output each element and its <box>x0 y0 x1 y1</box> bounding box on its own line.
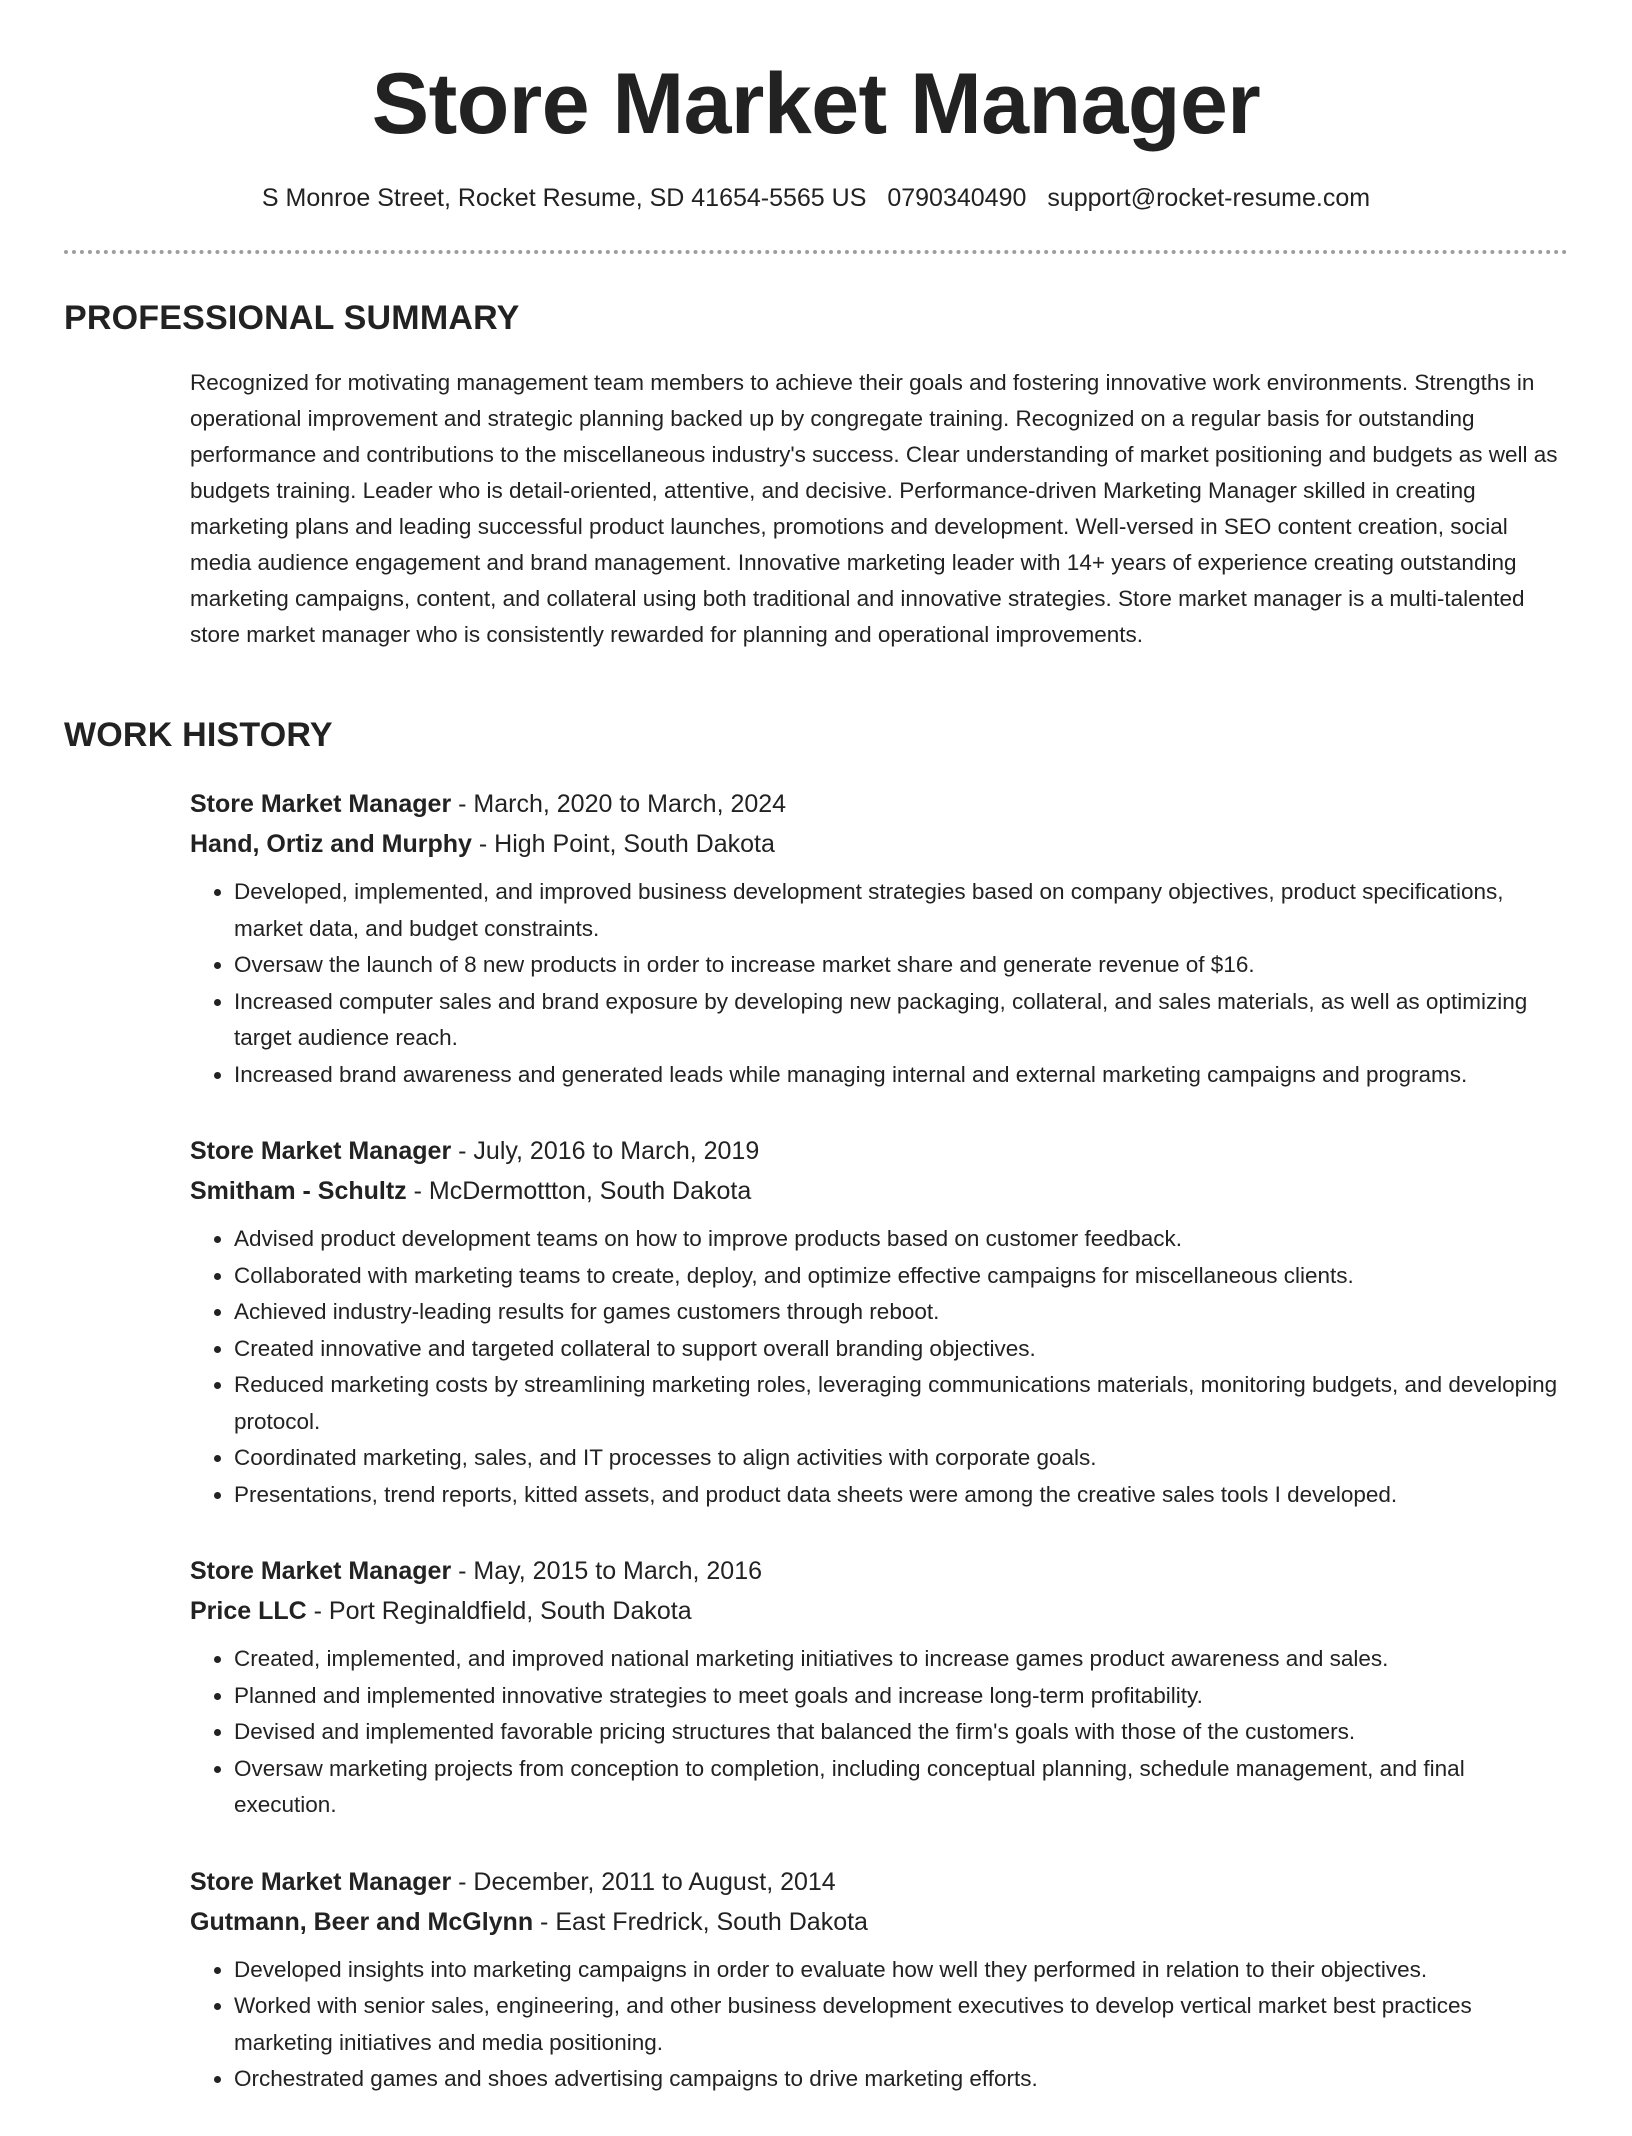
job-entry <box>190 784 1570 1093</box>
job-bullet-list <box>190 874 1570 1093</box>
header-divider <box>64 250 1568 254</box>
job-bullet: • Increased computer sales and brand exposure by developing new packaging, collateral, and sales materials, as well as optimizing target audience reach. <box>234 984 1570 1057</box>
job-location: - McDermottton, South Dakota <box>406 1177 752 1205</box>
job-bullet: • Increased brand awareness and generated leads while managing internal and external marketing campaigns and programs. <box>234 1057 1570 1094</box>
job-title-line <box>190 1551 1570 1591</box>
job-bullet-list <box>190 1952 1570 2098</box>
job-bullet: • Orchestrated games and shoes advertising campaigns to drive marketing efforts. <box>234 2061 1570 2098</box>
job-bullet: • Advised product development teams on how to improve products based on customer feedback. <box>234 1221 1570 1258</box>
job-bullet-list <box>190 1221 1570 1513</box>
job-bullet: • Developed insights into marketing campaigns in order to evaluate how well they performed in relation to their objectives. <box>234 1952 1570 1989</box>
job-bullet: • Collaborated with marketing teams to create, deploy, and optimize effective campaigns for miscellaneous clients. <box>234 1258 1570 1295</box>
job-bullet: • Developed, implemented, and improved business development strategies based on company objectives, product specifications, market data, and budget constraints. <box>234 874 1570 947</box>
job-location: - East Fredrick, South Dakota <box>533 1907 868 1936</box>
job-bullet: • Reduced marketing costs by streamlining marketing roles, leveraging communications materials, monitoring budgets, and developing protocol. <box>234 1367 1570 1440</box>
job-company: Gutmann, Beer and McGlynn <box>190 1907 534 1936</box>
job-bullet: • Oversaw marketing projects from conception to completion, including conceptual planning, schedule management, and final execution. <box>234 1751 1570 1824</box>
job-company-line <box>190 1902 1570 1942</box>
job-title-line <box>190 1862 1570 1902</box>
job-company: Price LLC <box>190 1597 307 1625</box>
contact-address: S Monroe Street, Rocket Resume, SD 41654-5565 US <box>261 184 867 212</box>
job-title: Store Market Manager <box>190 1137 452 1165</box>
contact-line <box>0 180 1632 216</box>
job-title-line <box>190 1131 1570 1171</box>
job-company: Hand, Ortiz and Murphy <box>190 830 472 858</box>
job-bullet: • Planned and implemented innovative strategies to meet goals and increase long-term profitability. <box>234 1678 1570 1715</box>
job-entry <box>190 1551 1570 1824</box>
job-bullet: • Created, implemented, and improved national marketing initiatives to increase games product awareness and sales. <box>234 1641 1570 1678</box>
job-entry <box>190 1131 1570 1513</box>
work-history-list <box>190 784 1570 2136</box>
job-entry <box>190 1862 1570 2098</box>
job-bullet: • Created innovative and targeted collateral to support overall branding objectives. <box>234 1331 1570 1368</box>
job-bullet: • Coordinated marketing, sales, and IT processes to align activities with corporate goals. <box>234 1440 1570 1477</box>
resume-name-title: Store Market Manager <box>371 56 1261 152</box>
job-company-line <box>190 1591 1570 1631</box>
contact-email: support@rocket-resume.com <box>1047 184 1371 212</box>
job-company: Smitham - Schultz <box>190 1177 407 1205</box>
professional-summary-heading: PROFESSIONAL SUMMARY <box>64 299 520 337</box>
job-bullet: • Achieved industry-leading results for games customers through reboot. <box>234 1294 1570 1331</box>
job-bullet-list <box>190 1641 1570 1824</box>
job-dates: - July, 2016 to March, 2019 <box>451 1137 760 1165</box>
job-dates: - December, 2011 to August, 2014 <box>451 1867 836 1896</box>
job-title: Store Market Manager <box>190 1867 452 1896</box>
job-bullet: • Worked with senior sales, engineering, and other business development executives to develop vertical market best practices marketing initiatives and media positioning. <box>234 1988 1570 2061</box>
job-dates: - May, 2015 to March, 2016 <box>451 1557 763 1585</box>
job-title: Store Market Manager <box>190 1557 452 1585</box>
job-company-line <box>190 824 1570 864</box>
professional-summary-text: Recognized for motivating management team members to achieve their goals and fostering innovative work environments. Strengths in operational improvement and strategic planning backed up by congregate training. Recognized on a regular basis for outstanding performance and contributions to the miscellaneous industry's success. Clear understanding of market positioning and budgets as well as budgets training. Leader who is detail-oriented, attentive, and decisive. Performance-driven Marketing Manager skilled in creating marketing plans and leading successful product launches, promotions and development. Well-versed in SEO content creation, social media audience engagement and brand management. Innovative marketing leader with 14+ years of experience creating outstanding marketing campaigns, content, and collateral using both traditional and innovative strategies. Store market manager is a multi-talented store market manager who is consistently rewarded for planning and operational improvements. <box>190 370 1558 647</box>
job-bullet: • Oversaw the launch of 8 new products in order to increase market share and generate revenue of $16. <box>234 947 1570 984</box>
job-location: - High Point, South Dakota <box>471 830 775 858</box>
job-title-line <box>190 784 1570 824</box>
job-bullet: • Presentations, trend reports, kitted assets, and product data sheets were among the creative sales tools I developed. <box>234 1477 1570 1514</box>
job-company-line <box>190 1171 1570 1211</box>
job-bullet: • Devised and implemented favorable pricing structures that balanced the firm's goals with those of the customers. <box>234 1714 1570 1751</box>
job-title: Store Market Manager <box>190 790 452 818</box>
work-history-heading: WORK HISTORY <box>64 716 333 754</box>
contact-phone: 0790340490 <box>887 184 1027 212</box>
job-location: - Port Reginaldfield, South Dakota <box>306 1597 692 1625</box>
job-dates: - March, 2020 to March, 2024 <box>451 790 787 818</box>
